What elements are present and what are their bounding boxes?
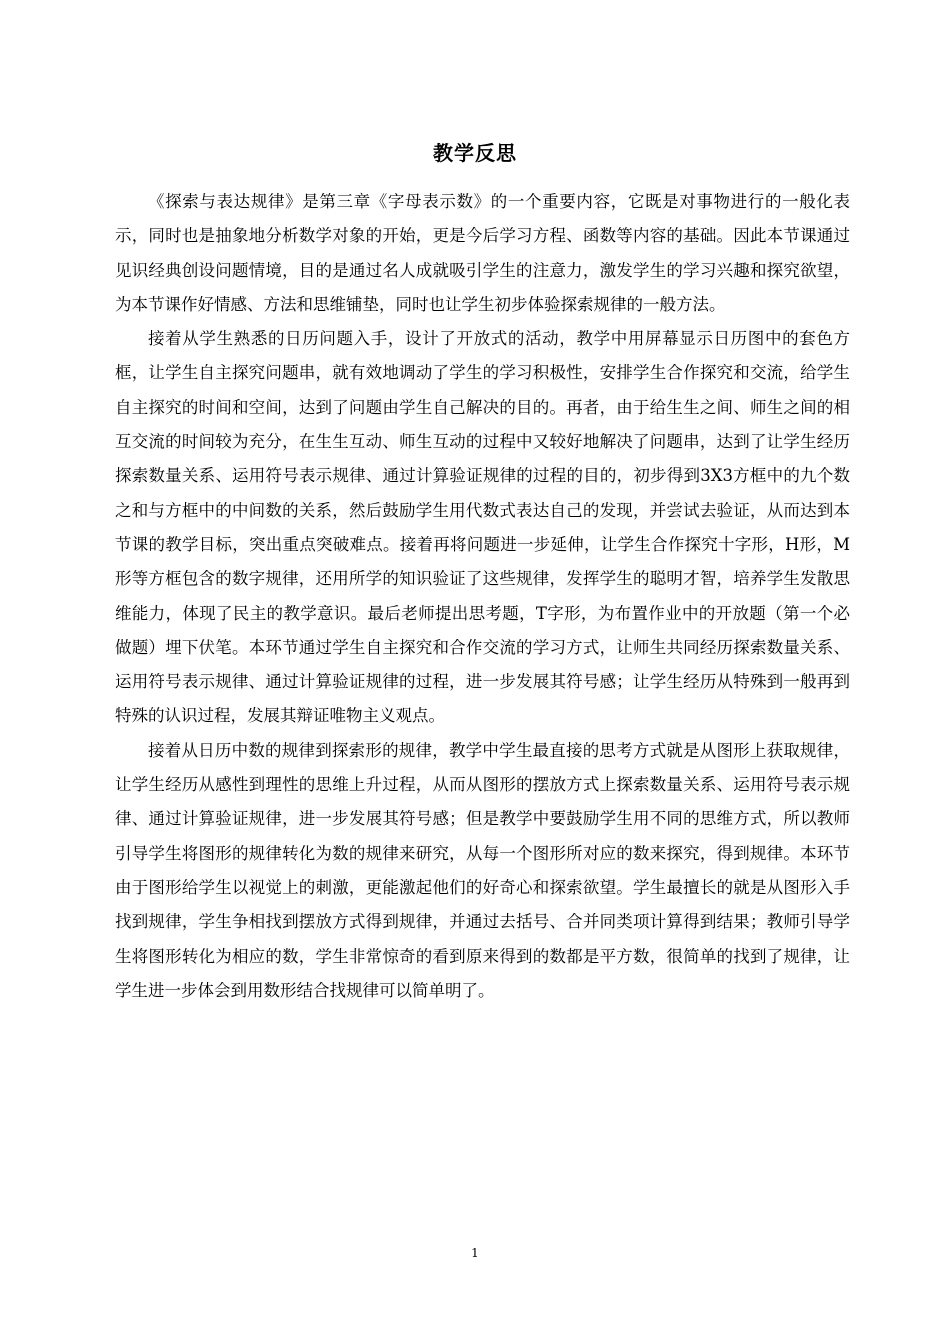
document-body xyxy=(115,185,850,1008)
page-title: 教学反思 xyxy=(433,141,517,165)
paragraph-3: 接着从日历中数的规律到探索形的规律，教学中学生最直接的思考方式就是从图形上获取规律，让学生经历从感性到理性的思维上升过程，从而从图形的摆放方式上探索数量关系、运用符号表示规律、通过计算验证规律，进一步发展其符号感；但是教学中要鼓励学生用不同的思维方式，所以教师引导学生将图形的规律转化为数的规律来研究，从每一个图形所对应的数来探究，得到规律。本环节由于图形给学生以视觉上的刺激，更能激起他们的好奇心和探索欲望。学生最擅长的就是从图形入手找到规律，学生争相找到摆放方式得到规律，并通过去括号、合并同类项计算得到结果；教师引导学生将图形转化为相应的数，学生非常惊奇的看到原来得到的数都是平方数，很简单的找到了规律，让学生进一步体会到用数形结合找规律可以简单明了。 xyxy=(115,740,850,1000)
paragraph-1: 《探索与表达规律》是第三章《字母表示数》的一个重要内容，它既是对事物进行的一般化表示，同时也是抽象地分析数学对象的开始，更是今后学习方程、函数等内容的基础。因此本节课通过见识经典创设问题情境，目的是通过名人成就吸引学生的注意力，激发学生的学习兴趣和探究欲望，为本节课作好情感、方法和思维铺垫，同时也让学生初步体验探索规律的一般方法。 xyxy=(115,192,850,314)
paragraph-2: 接着从学生熟悉的日历问题入手，设计了开放式的活动，教学中用屏幕显示日历图中的套色方框，让学生自主探究问题串，就有效地调动了学生的学习积极性，安排学生合作探究和交流，给学生自主探究的时间和空间，达到了问题由学生自己解决的目的。再者，由于给生生之间、师生之间的相互交流的时间较为充分，在生生互动、师生互动的过程中又较好地解决了问题串，达到了让学生经历探索数量关系、运用符号表示规律、通过计算验证规律的过程的目的，初步得到3X3方框中的九个数之和与方框中的中间数的关系，然后鼓励学生用代数式表达自己的发现，并尝试去验证，从而达到本节课的教学目标，突出重点突破难点。接着再将问题进一步延伸，让学生合作探究十字形，H形，M形等方框包含的数字规律，还用所学的知识验证了这些规律，发挥学生的聪明才智，培养学生发散思维能力，体现了民主的教学意识。最后老师提出思考题，T字形，为布置作业中的开放题（第一个必做题）埋下伏笔。本环节通过学生自主探究和合作交流的学习方式，让师生共同经历探索数量关系、运用符号表示规律、通过计算验证规律的过程，进一步发展其符号感；让学生经历从特殊到一般再到特殊的认识过程，发展其辩证唯物主义观点。 xyxy=(115,329,850,726)
page-number: 1 xyxy=(471,1246,479,1260)
